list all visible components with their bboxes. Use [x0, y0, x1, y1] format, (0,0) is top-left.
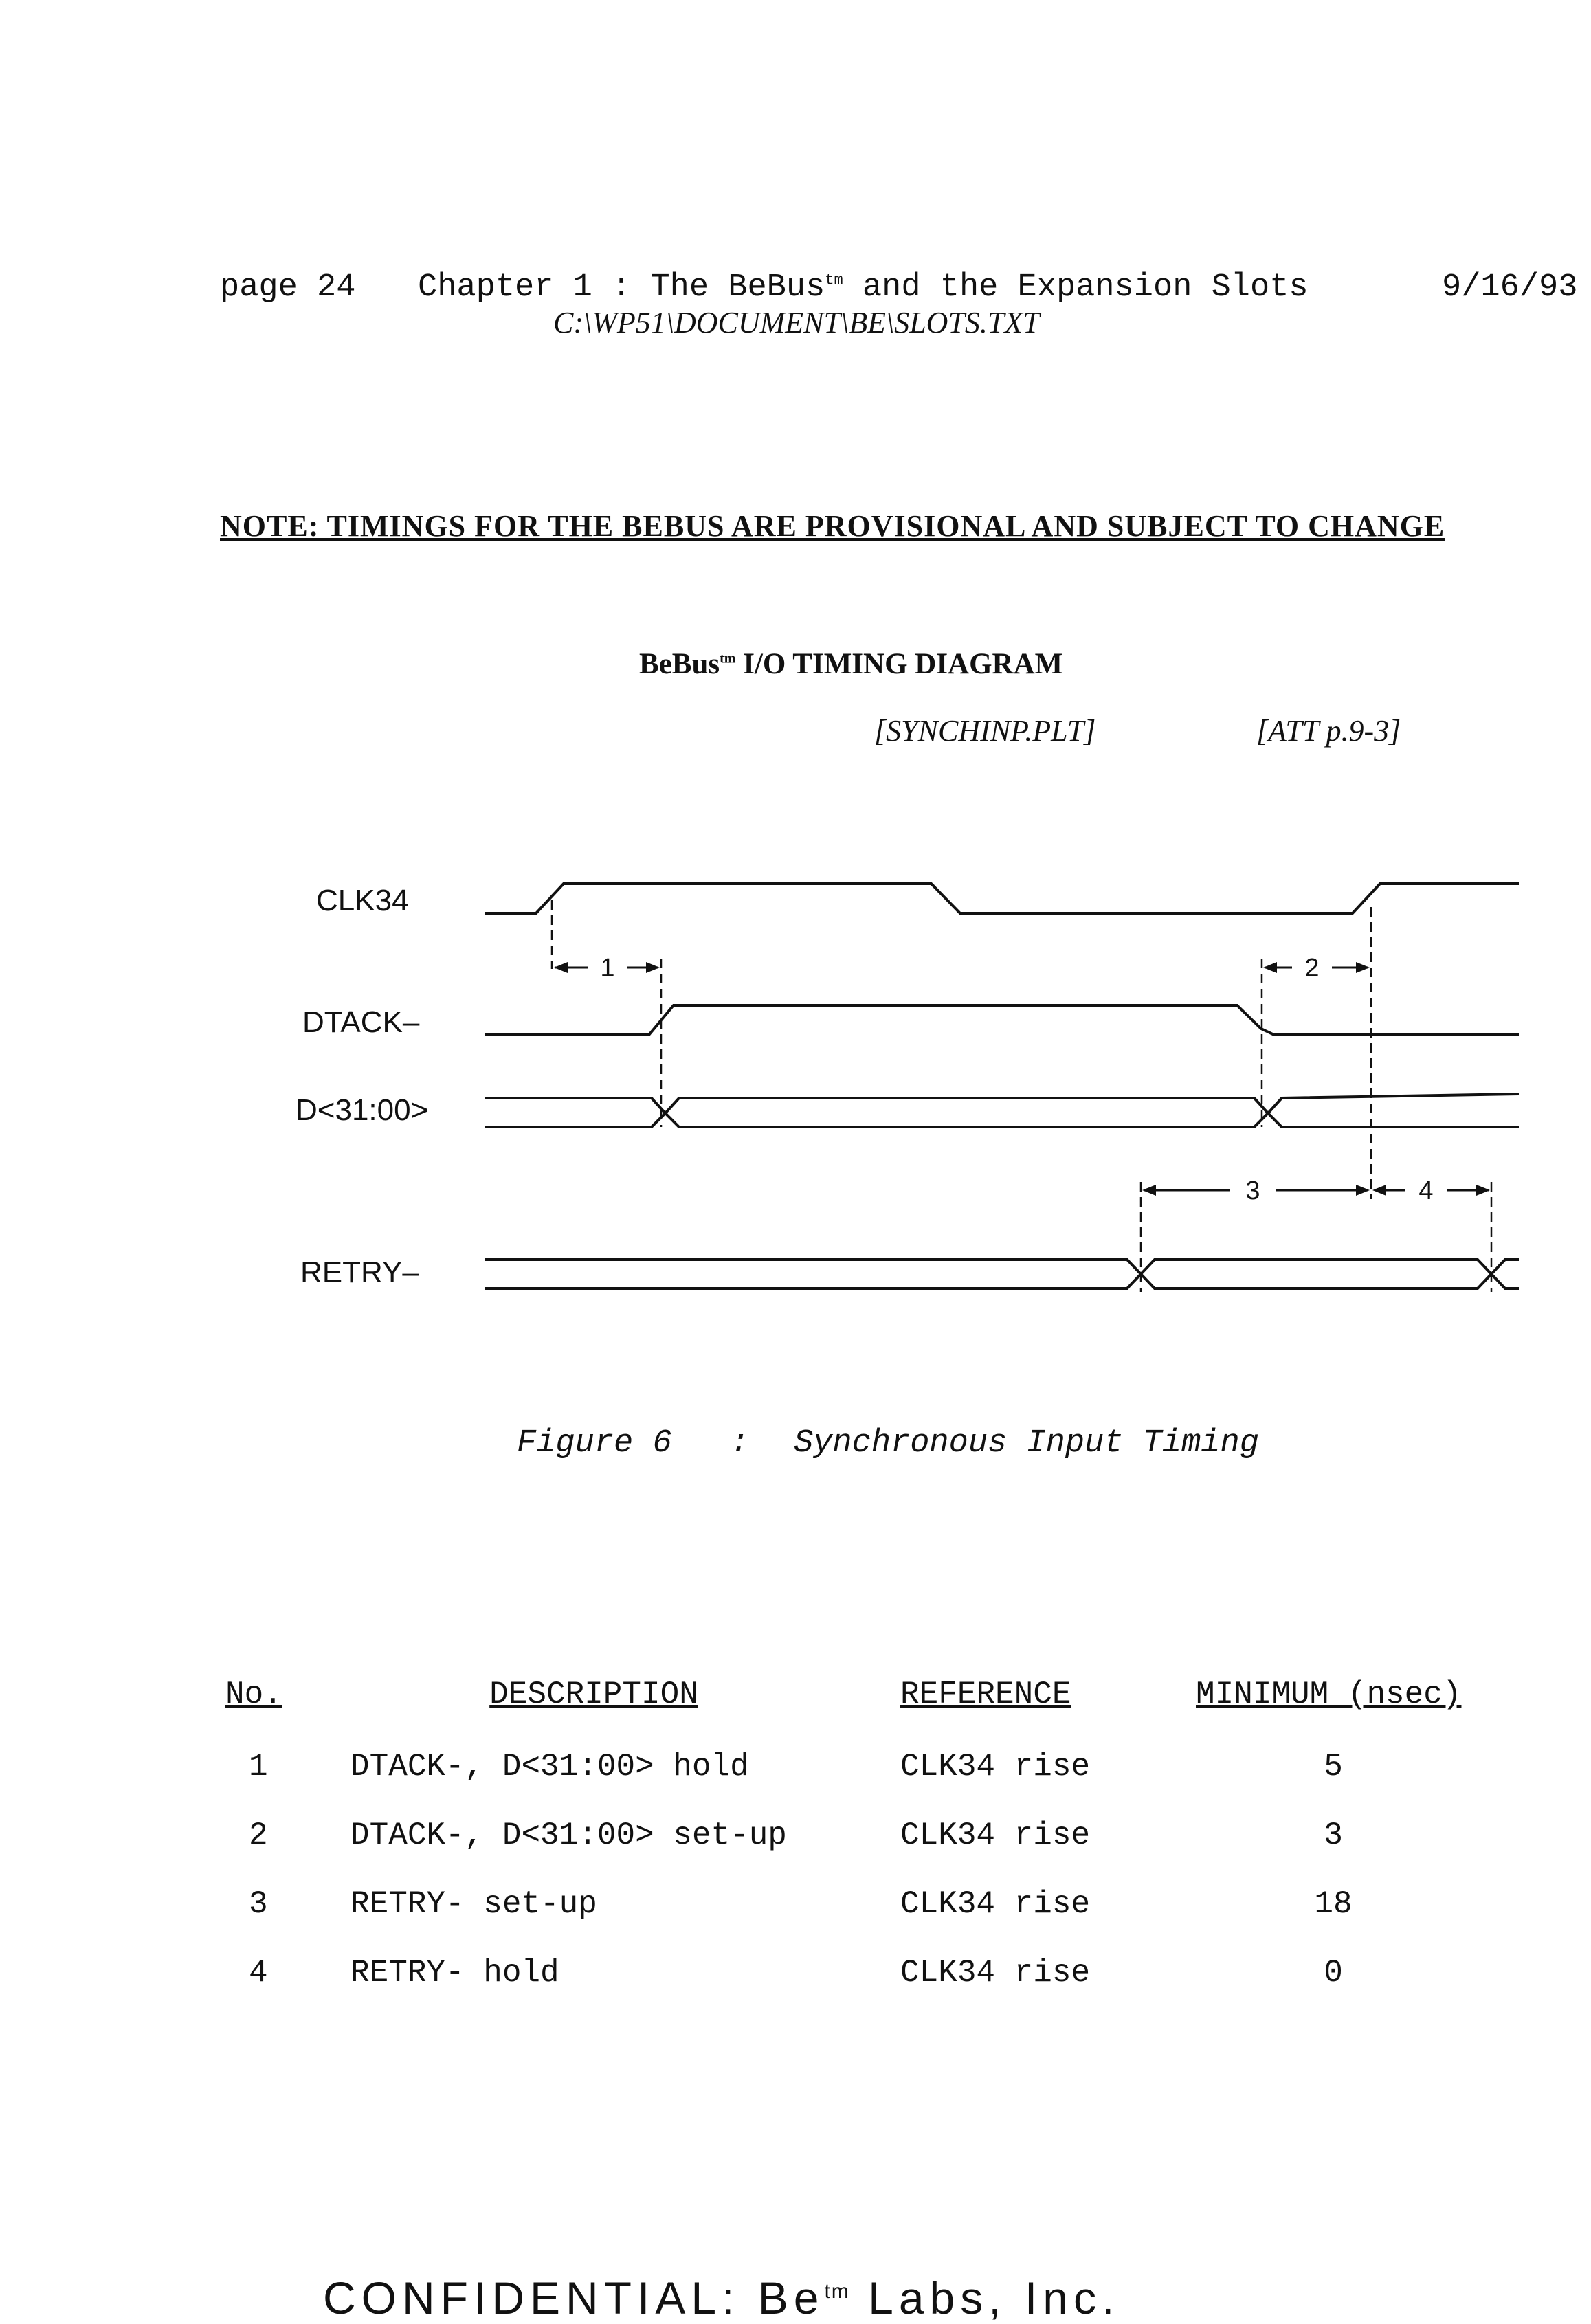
- arrowhead-1-right: [646, 962, 660, 973]
- header-date: 9/16/93: [1442, 269, 1578, 306]
- row-minimum: 5: [1324, 1749, 1343, 1785]
- marker-3: 3: [1245, 1176, 1260, 1205]
- marker-2: 2: [1304, 954, 1320, 983]
- row-minimum: 0: [1324, 1955, 1343, 1991]
- data-bus-upper: [485, 1094, 1519, 1113]
- signal-label-dtack: DTACK–: [302, 1005, 420, 1039]
- arrowhead-4-left: [1372, 1185, 1386, 1196]
- row-number: 2: [249, 1818, 268, 1853]
- row-reference: CLK34 rise: [900, 1749, 1091, 1785]
- clk34-waveform: [485, 884, 1519, 913]
- row-minimum: 18: [1314, 1886, 1353, 1922]
- signal-label-retry: RETRY–: [300, 1255, 419, 1289]
- row-number: 1: [249, 1749, 268, 1785]
- dtack-waveform: [485, 1005, 1519, 1034]
- table-header-minimum: MINIMUM (nsec): [1196, 1677, 1462, 1712]
- provisional-note: NOTE: TIMINGS FOR THE BEBUS ARE PROVISIONAL AND SUBJECT TO CHANGE: [220, 509, 1445, 543]
- confidential-footer: [323, 2272, 1120, 2324]
- diagram-ref-plt: [SYNCHINP.PLT]: [874, 714, 1096, 748]
- arrowhead-2-left: [1263, 962, 1277, 973]
- diagram-title-text: BeBus: [639, 648, 720, 680]
- confidential-label: CONFIDENTIAL:: [323, 2272, 740, 2323]
- footer-labs: Labs, Inc.: [868, 2272, 1120, 2323]
- retry-bus-lower: [485, 1274, 1519, 1288]
- row-number: 3: [249, 1886, 268, 1922]
- data-bus-lower: [485, 1113, 1519, 1127]
- row-number: 4: [249, 1955, 268, 1991]
- diagram-title-trademark: tm: [720, 651, 736, 667]
- page-number: page 24: [220, 269, 356, 306]
- signal-label-clk34: CLK34: [316, 884, 409, 917]
- signal-label-data: D<31:00>: [296, 1093, 429, 1127]
- row-reference: CLK34 rise: [900, 1955, 1091, 1991]
- row-description: RETRY- set-up: [351, 1886, 597, 1922]
- chapter-trademark: tm: [825, 271, 843, 289]
- table-header-reference: REFERENCE: [900, 1677, 1071, 1712]
- marker-4: 4: [1418, 1176, 1434, 1205]
- row-reference: CLK34 rise: [900, 1886, 1091, 1922]
- arrowhead-2-right: [1356, 962, 1370, 973]
- figure-number: Figure 6: [517, 1425, 672, 1462]
- caption-separator: :: [730, 1425, 750, 1462]
- arrowhead-3-right: [1356, 1185, 1370, 1196]
- retry-bus-upper: [485, 1260, 1519, 1274]
- arrowhead-1-left: [554, 962, 568, 973]
- table-header-description: DESCRIPTION: [489, 1677, 698, 1712]
- diagram-ref-att: [ATT p.9-3]: [1256, 714, 1401, 748]
- row-description: DTACK-, D<31:00> hold: [351, 1749, 749, 1785]
- footer-be: Be: [757, 2272, 825, 2323]
- footer-trademark: tm: [824, 2280, 850, 2303]
- chapter-title-text: Chapter 1 : The BeBus: [418, 269, 825, 306]
- table-header-no: No.: [225, 1677, 282, 1712]
- row-reference: CLK34 rise: [900, 1818, 1091, 1853]
- arrowhead-3-left: [1142, 1185, 1156, 1196]
- row-description: RETRY- hold: [351, 1955, 559, 1991]
- row-description: DTACK-, D<31:00> set-up: [351, 1818, 787, 1853]
- figure-caption: Synchronous Input Timing: [794, 1425, 1259, 1462]
- chapter-title-rest: and the Expansion Slots: [862, 269, 1309, 306]
- row-minimum: 3: [1324, 1818, 1343, 1853]
- arrowhead-4-right: [1476, 1185, 1490, 1196]
- diagram-title-rest: I/O TIMING DIAGRAM: [743, 648, 1063, 680]
- file-path: C:\WP51\DOCUMENT\BE\SLOTS.TXT: [553, 306, 1040, 339]
- marker-1: 1: [600, 954, 615, 983]
